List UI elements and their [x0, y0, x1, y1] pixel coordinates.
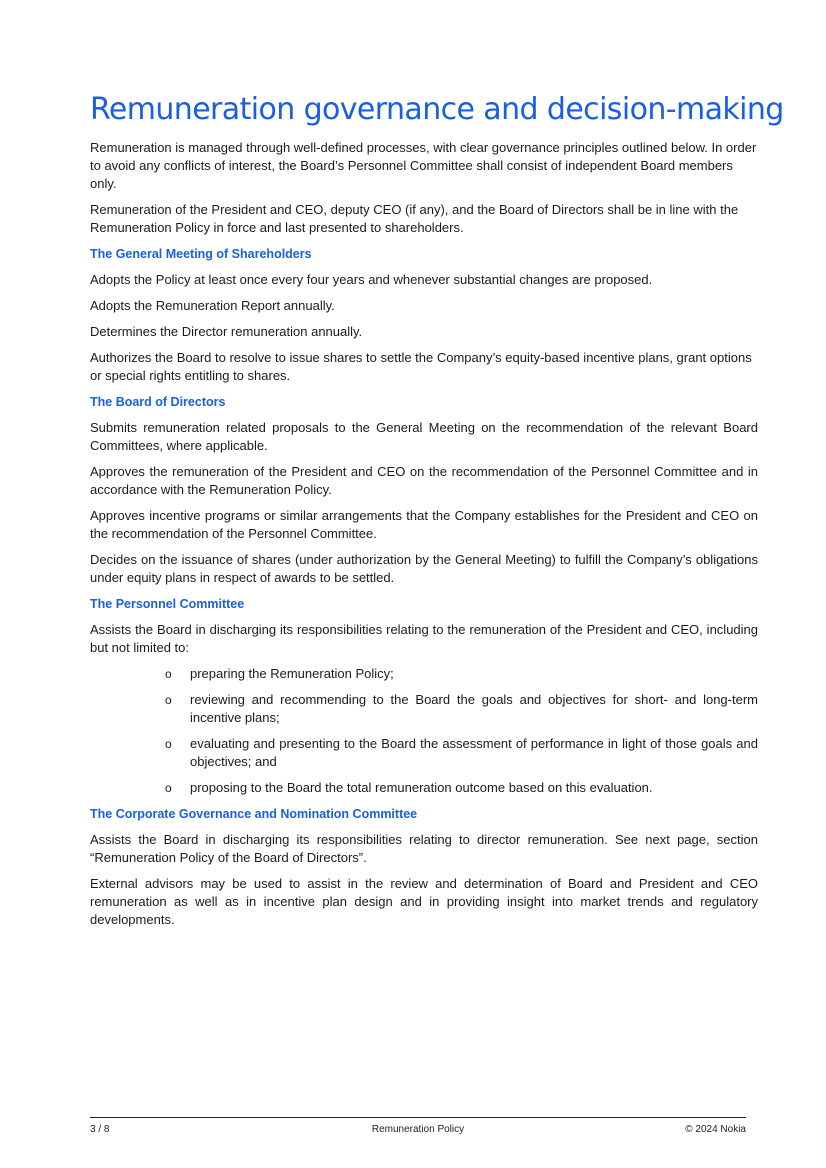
- board-item-1: Submits remuneration related proposals to the General Meeting on the recommendation of the relevant Board Committees, where applicable.: [90, 420, 758, 453]
- governance-nomination-item-2: External advisors may be used to assist in the review and determination of Board and President and CEO remuneration as well as in incentive plan design and in providing insight into market trends and regulatory developments.: [90, 876, 758, 927]
- bullet-marker: o: [165, 737, 172, 751]
- list-item: [165, 691, 758, 727]
- list-item: [165, 779, 758, 797]
- bullet-marker: o: [165, 693, 172, 707]
- section-heading-governance-nomination-committee: The Corporate Governance and Nomination Committee: [90, 807, 418, 821]
- list-item-text: reviewing and recommending to the Board the goals and objectives for short- and long-term incentive plans;: [190, 692, 758, 725]
- general-meeting-item-4: Authorizes the Board to resolve to issue shares to settle the Company’s equity-based incentive plans, grant options or special rights entitling to shares.: [90, 350, 752, 383]
- general-meeting-item-2: Adopts the Remuneration Report annually.: [90, 298, 335, 313]
- section-heading-personnel-committee: The Personnel Committee: [90, 597, 245, 611]
- list-item-text: evaluating and presenting to the Board the assessment of performance in light of those goals and objectives; and: [190, 736, 758, 769]
- intro-paragraph-1: Remuneration is managed through well-defined processes, with clear governance principles outlined below. In order to avoid any conflicts of interest, the Board’s Personnel Committee shall consist of independent Board members only.: [90, 140, 757, 191]
- board-item-2: Approves the remuneration of the President and CEO on the recommendation of the Personnel Committee and in accordance with the Remuneration Policy.: [90, 464, 758, 497]
- list-item-text: preparing the Remuneration Policy;: [190, 666, 394, 681]
- list-item: [165, 665, 758, 683]
- bullet-marker: o: [165, 667, 172, 681]
- personnel-bullet-list: [90, 665, 758, 797]
- section-heading-board-of-directors: The Board of Directors: [90, 395, 226, 409]
- governance-nomination-item-1: Assists the Board in discharging its responsibilities relating to director remuneration. See next page, section “Remuneration Policy of the Board of Directors”.: [90, 832, 758, 865]
- bullet-marker: o: [165, 781, 172, 795]
- footer-document-title: Remuneration Policy: [371, 1124, 465, 1135]
- personnel-intro: Assists the Board in discharging its responsibilities relating to the remuneration of the President and CEO, including but not limited to:: [90, 622, 758, 655]
- general-meeting-item-1: Adopts the Policy at least once every four years and whenever substantial changes are proposed.: [90, 272, 653, 287]
- board-item-3: Approves incentive programs or similar arrangements that the Company establishes for the President and CEO on the recommendation of the Personnel Committee.: [90, 508, 758, 541]
- board-item-4: Decides on the issuance of shares (under authorization by the General Meeting) to fulfill the Company’s obligations under equity plans in respect of awards to be settled.: [90, 552, 758, 585]
- general-meeting-item-3: Determines the Director remuneration annually.: [90, 324, 363, 339]
- page-footer: [90, 1117, 746, 1135]
- list-item-text: proposing to the Board the total remuneration outcome based on this evaluation.: [190, 780, 653, 795]
- intro-paragraph-2: Remuneration of the President and CEO, deputy CEO (if any), and the Board of Directors shall be in line with the Remuneration Policy in force and last presented to shareholders.: [90, 202, 739, 235]
- footer-copyright: © 2024 Nokia: [685, 1124, 746, 1135]
- page-title: Remuneration governance and decision-making: [90, 92, 784, 127]
- section-heading-general-meeting: The General Meeting of Shareholders: [90, 247, 312, 261]
- page-number: 3 / 8: [90, 1124, 110, 1135]
- document-page: [90, 90, 784, 937]
- list-item: [165, 735, 758, 771]
